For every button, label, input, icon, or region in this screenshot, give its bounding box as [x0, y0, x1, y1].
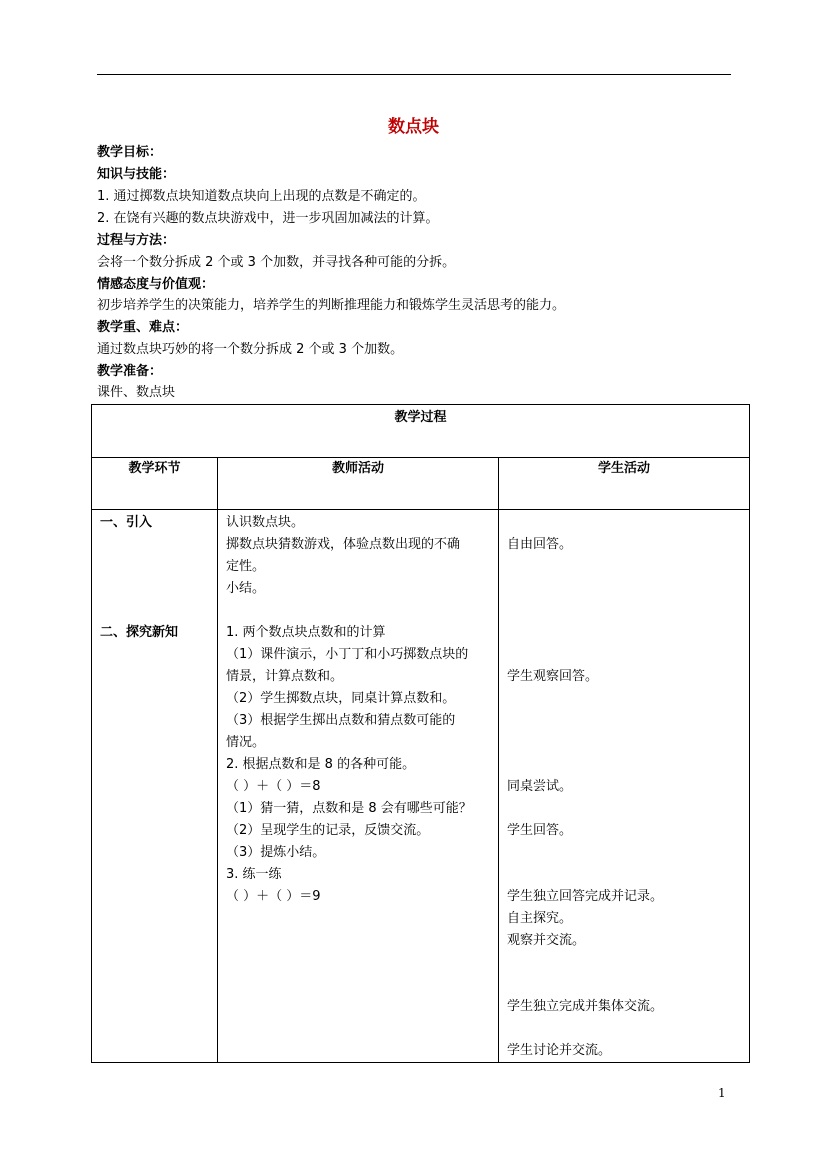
teacher-line: （3）根据学生掷出点数和猜点数可能的: [226, 713, 456, 728]
student-line: 学生观察回答。: [507, 669, 599, 684]
teacher-line: （2）学生掷数点块，同桌计算点数和。: [226, 691, 456, 706]
teacher-line: （2）呈现学生的记录，反馈交流。: [226, 823, 430, 838]
student-line: 同桌尝试。: [507, 779, 573, 794]
teacher-line: 定性。: [226, 559, 266, 574]
student-line: 学生回答。: [507, 823, 573, 838]
stage-1-label: 一、引入: [100, 515, 153, 530]
teacher-line: （1）猜一猜，点数和是 8 会有哪些可能？: [226, 801, 472, 816]
emotion-text: 初步培养学生的决策能力，培养学生的判断推理能力和锻炼学生灵活思考的能力。: [97, 298, 566, 313]
teacher-line: （ ）＋（ ）＝9: [226, 889, 321, 904]
prep-text: 课件、数点块: [97, 385, 176, 400]
teacher-line: （1）课件演示，小丁丁和小巧掷数点块的: [226, 647, 469, 662]
key-points-text: 通过数点块巧妙的将一个数分拆成 2 个或 3 个加数。: [97, 342, 404, 357]
student-line: 学生讨论并交流。: [507, 1043, 612, 1058]
teacher-line: 情况。: [226, 735, 266, 750]
student-line: 自主探究。: [507, 911, 573, 926]
student-line: 观察并交流。: [507, 933, 586, 948]
stage-column: [92, 510, 218, 1063]
header-rule: [97, 74, 731, 75]
document-title: 数点块: [388, 117, 439, 137]
student-line: 学生独立回答完成并记录。: [507, 889, 664, 904]
teacher-line: 2. 根据点数和是 8 的各种可能。: [226, 757, 416, 772]
header-student: 学生活动: [499, 458, 750, 510]
student-line: 自由回答。: [507, 537, 573, 552]
knowledge-heading: 知识与技能：: [97, 167, 176, 182]
knowledge-item-2: 2. 在饶有兴趣的数点块游戏中，进一步巩固加减法的计算。: [97, 211, 439, 226]
student-line: 学生独立完成并集体交流。: [507, 999, 664, 1014]
teacher-line: （3）提炼小结。: [226, 845, 326, 860]
teacher-line: （ ）＋（ ）＝8: [226, 779, 321, 794]
student-column: [499, 510, 750, 1063]
key-points-heading: 教学重、难点：: [97, 320, 189, 335]
teaching-process-table: [91, 404, 750, 1063]
teacher-line: 情景，计算点数和。: [226, 669, 344, 684]
teacher-line: 认识数点块。: [226, 515, 305, 530]
teacher-line: 掷数点块猜数游戏，体验点数出现的不确: [226, 537, 461, 552]
stage-2-label: 二、探究新知: [100, 625, 179, 640]
header-stage: 教学环节: [92, 458, 218, 510]
teacher-line: 3. 练一练: [226, 867, 282, 882]
header-teacher: 教师活动: [218, 458, 499, 510]
process-text: 会将一个数分拆成 2 个或 3 个加数，并寻找各种可能的分拆。: [97, 255, 456, 270]
teacher-line: 小结。: [226, 581, 266, 596]
teacher-line: 1. 两个数点块点数和的计算: [226, 625, 386, 640]
process-heading: 过程与方法：: [97, 233, 176, 248]
knowledge-item-1: 1. 通过掷数点块知道数点块向上出现的点数是不确定的。: [97, 189, 426, 204]
emotion-heading: 情感态度与价值观：: [97, 277, 215, 292]
page-number: 1: [718, 1086, 726, 1100]
prep-heading: 教学准备：: [97, 364, 163, 379]
teacher-column: [218, 510, 499, 1063]
goals-heading: 教学目标：: [97, 145, 163, 160]
table-caption: 教学过程: [92, 405, 750, 458]
